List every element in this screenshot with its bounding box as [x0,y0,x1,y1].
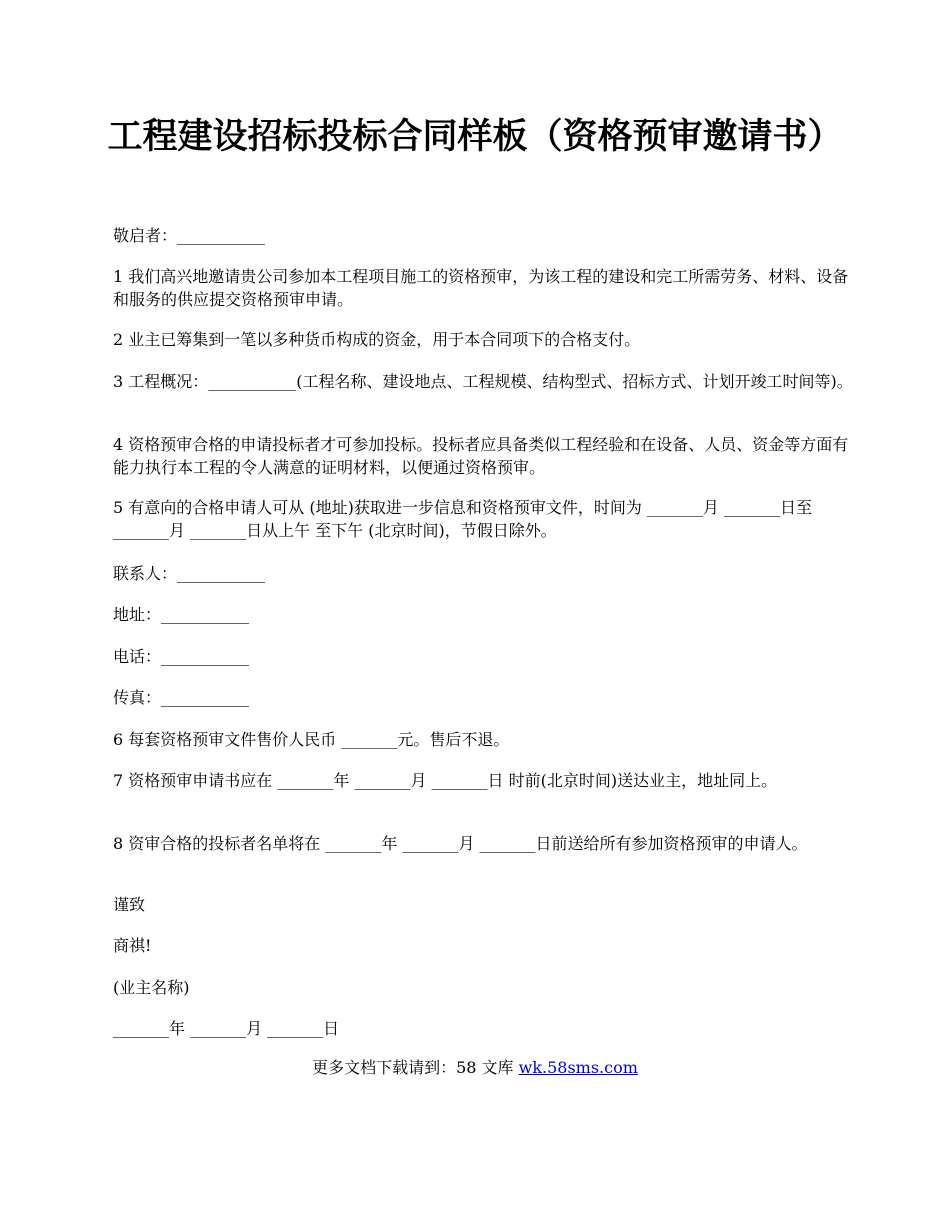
paragraph-3: 3 工程概况：___________(工程名称、建设地点、工程规模、结构型式、招标方式、计划开竣工时间等)。 [113,372,853,391]
footer-link[interactable]: wk.58sms.com [518,1058,638,1077]
closing-line-2: 商祺! [113,936,152,955]
fax-line: 传真：___________ [113,688,250,707]
paragraph-2: 2 业主已筹集到一笔以多种货币构成的资金，用于本合同项下的合格支付。 [113,330,641,349]
date-line: _______年 _______月 _______日 [113,1019,340,1038]
footer-text: 更多文档下载请到：58 文库 [312,1058,519,1077]
address-line: 地址：___________ [113,605,250,624]
closing-line-1: 谨致 [113,895,146,914]
paragraph-7: 7 资格预审申请书应在 _______年 _______月 _______日 时前(北京时间)送达业主，地址同上。 [113,771,778,790]
contact-line: 联系人：___________ [113,564,266,583]
salutation: 敬启者：___________ [113,226,266,245]
paragraph-5: 5 有意向的合格申请人可从 (地址)获取进一步信息和资格预审文件，时间为 _______月 _______日至 _______月 _______日从上午 至下午 (北京时间)，节假日除外。 [113,498,818,540]
paragraph-8: 8 资审合格的投标者名单将在 _______年 _______月 _______日前送给所有参加资格预审的申请人。 [113,834,808,853]
footer [0,1056,950,1079]
owner-name-line: (业主名称) [113,978,190,997]
paragraph-1: 1 我们高兴地邀请贵公司参加本工程项目施工的资格预审，为该工程的建设和完工所需劳务、材料、设备和服务的供应提交资格预审申请。 [113,267,849,309]
paragraph-6: 6 每套资格预审文件售价人民币 _______元。售后不退。 [113,730,510,749]
phone-line: 电话：___________ [113,647,250,666]
document-title: 工程建设招标投标合同样板（资格预审邀请书） [107,116,843,157]
paragraph-4: 4 资格预审合格的申请投标者才可参加投标。投标者应具备类似工程经验和在设备、人员、资金等方面有能力执行本工程的令人满意的证明材料，以便通过资格预审。 [113,435,849,477]
